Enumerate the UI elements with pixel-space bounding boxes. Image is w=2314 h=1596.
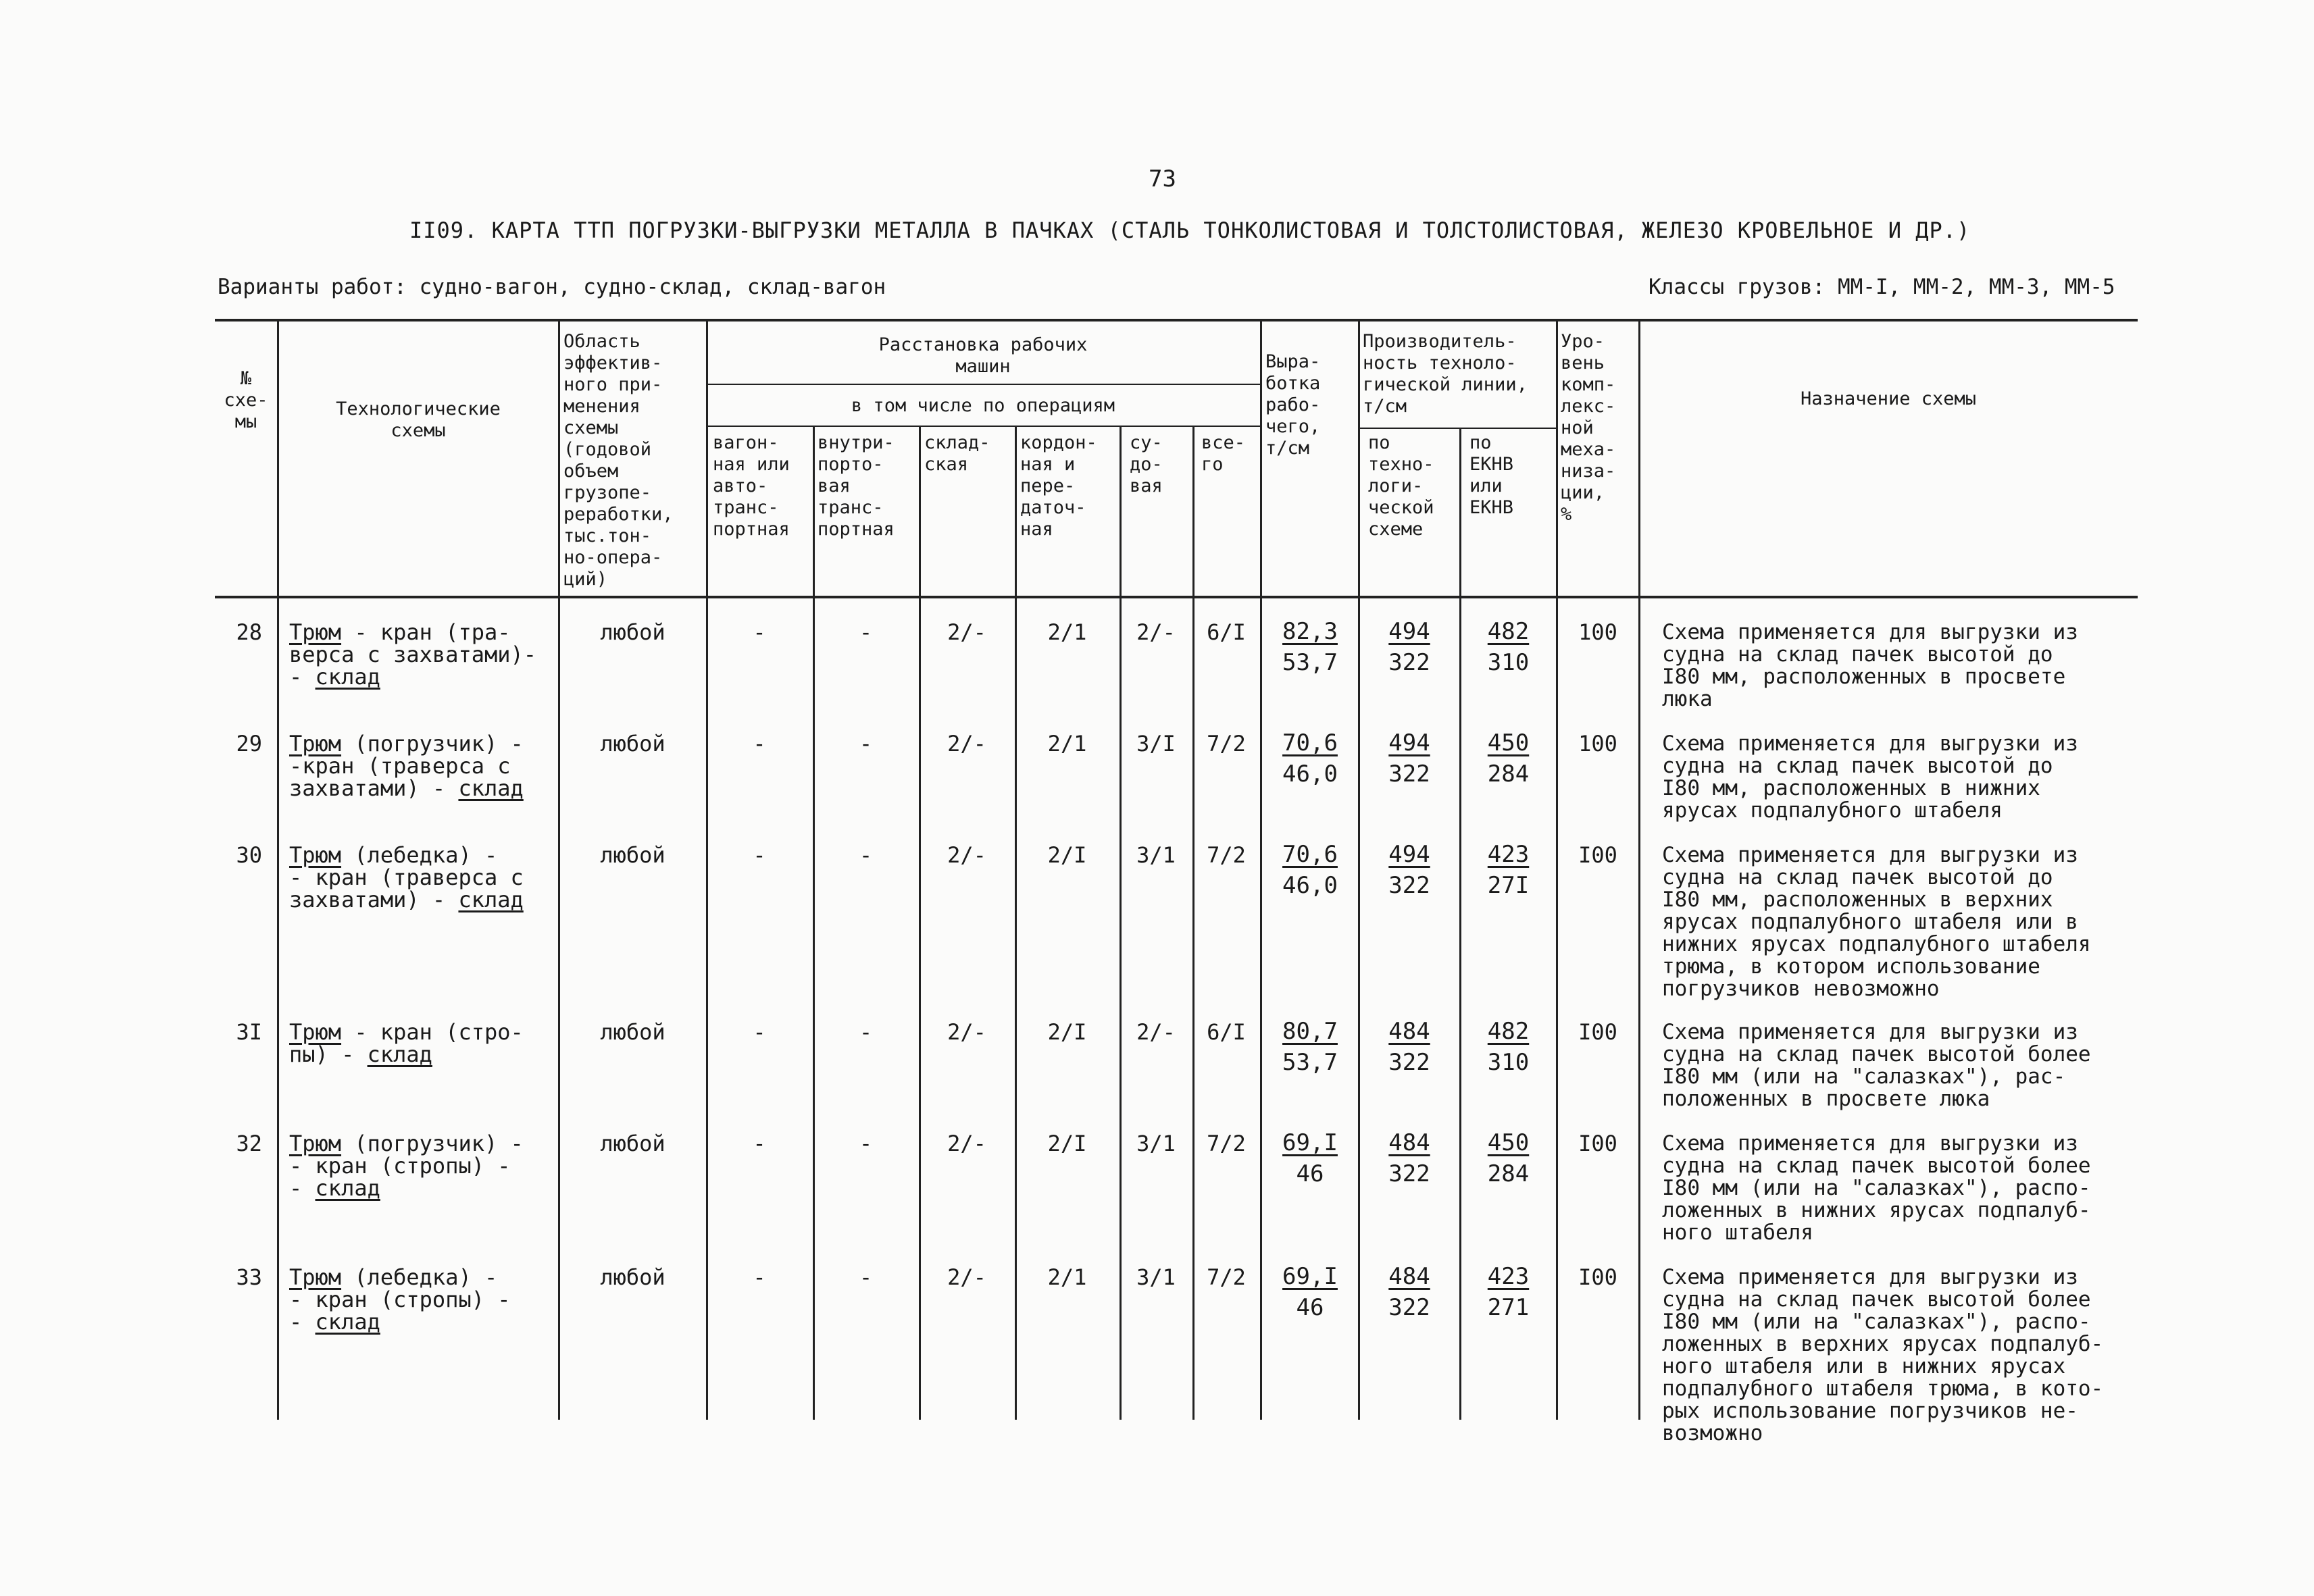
fraction-denominator: 322 <box>1388 1160 1430 1187</box>
header-mechanization-level: Уро- вень комп- лекс- ной меха- низа- ции, % <box>1561 331 1616 525</box>
row-application-area: любой <box>600 619 665 645</box>
row-prod-by-eknv <box>1461 616 1556 678</box>
row-warehouse-op: 2/- <box>947 1131 986 1156</box>
header-by-eknv: по ЕКНВ или ЕКНВ <box>1469 432 1514 518</box>
row-number: 30 <box>236 842 262 868</box>
header-application-area: Область эффектив- ного при- менения схемы (годовой объем грузопе- реработки, тыс.тон- но-опера- ций) <box>563 331 674 590</box>
header-scheme-number: № схе- мы <box>224 368 268 432</box>
fraction-numerator: 494 <box>1388 729 1430 756</box>
fraction-numerator: 484 <box>1388 1129 1430 1156</box>
row-scheme <box>289 621 556 688</box>
fraction-denominator: 271 <box>1487 1294 1530 1321</box>
row-number: 32 <box>236 1131 262 1156</box>
fraction-numerator: 69,I <box>1282 1129 1338 1156</box>
row-cordon-op: 2/I <box>1047 1131 1087 1156</box>
header-technological-schemes: Технологические схемы <box>336 398 501 441</box>
table-header-rule <box>215 596 2138 598</box>
row-wagon-op: - <box>753 1019 766 1045</box>
row-warehouse-op: 2/- <box>947 731 986 756</box>
scheme-line: - склад <box>289 1175 380 1201</box>
fraction-numerator: 450 <box>1487 1129 1530 1156</box>
row-warehouse-op: 2/- <box>947 619 986 645</box>
row-mechanization: 100 <box>1578 619 1617 645</box>
fraction-denominator: 46 <box>1296 1294 1324 1321</box>
placement-subrule <box>706 384 1260 385</box>
row-purpose: Схема применяется для выгрузки из судна на склад пачек высотой до I80 мм, расположенных в просвете люка <box>1662 620 2078 711</box>
scheme-line: Трюм (лебедка) - <box>289 842 498 868</box>
row-prod-by-scheme <box>1359 839 1459 901</box>
col-divider <box>277 319 279 1420</box>
row-wagon-op: - <box>753 731 766 756</box>
work-variants: Варианты работ: судно-вагон, судно-склад, склад-вагон <box>218 275 886 299</box>
scheme-line: - склад <box>289 1309 380 1335</box>
row-ship-op: 3/1 <box>1136 1264 1176 1290</box>
fraction-denominator: 322 <box>1388 872 1430 899</box>
row-prod-by-scheme <box>1359 727 1459 790</box>
row-total: 7/2 <box>1207 731 1246 756</box>
row-scheme <box>289 1021 556 1066</box>
row-application-area: любой <box>600 842 665 868</box>
fraction-numerator: 69,I <box>1282 1263 1338 1290</box>
row-ship-op: 3/I <box>1136 731 1176 756</box>
row-mechanization: I00 <box>1578 1131 1617 1156</box>
fraction-denominator: 322 <box>1388 649 1430 676</box>
row-worker-output <box>1262 1016 1358 1078</box>
header-cordon-op: кордон- ная и пере- даточ- ная <box>1020 432 1097 540</box>
row-mechanization: I00 <box>1578 1264 1617 1290</box>
page-number: 73 <box>1149 165 1176 192</box>
including-subrule <box>706 426 1260 427</box>
row-wagon-op: - <box>753 619 766 645</box>
row-purpose: Схема применяется для выгрузки из судна на склад пачек высотой до I80 мм, расположенных в верхних ярусах подпалубного штабеля или в нижних ярусах подпалубного штабеля трюма, в котором использование погрузчиков невозможно <box>1662 843 2091 1001</box>
fraction-denominator: 27I <box>1487 872 1530 899</box>
col-divider <box>558 319 560 1420</box>
row-cordon-op: 2/1 <box>1047 1264 1087 1290</box>
row-number: 29 <box>236 731 262 756</box>
fraction-denominator: 284 <box>1487 761 1530 788</box>
row-mechanization: I00 <box>1578 842 1617 868</box>
col-divider <box>1556 319 1558 1420</box>
row-cordon-op: 2/I <box>1047 842 1087 868</box>
row-wagon-op: - <box>753 842 766 868</box>
scheme-line: - кран (стропы) - <box>289 1287 511 1312</box>
header-wagon-op: вагон- ная или авто- транс- портная <box>713 432 790 540</box>
fraction-numerator: 484 <box>1388 1263 1430 1290</box>
header-line-productivity: Производитель- ность техноло- гической линии, т/см <box>1363 331 1528 417</box>
header-total: все- го <box>1201 432 1246 475</box>
row-internal-op: - <box>859 1264 873 1290</box>
row-prod-by-eknv <box>1461 1261 1556 1323</box>
row-prod-by-eknv <box>1461 1127 1556 1189</box>
page-title: II09. КАРТА ТТП ПОГРУЗКИ-ВЫГРУЗКИ МЕТАЛЛА В ПАЧКАХ (СТАЛЬ ТОНКОЛИСТОВАЯ И ТОЛСТОЛИСТОВАЯ, ЖЕЛЕЗО КРОВЕЛЬНОЕ И ДР.) <box>409 217 1971 243</box>
scheme-line: верса с захватами)- <box>289 642 537 667</box>
header-scheme-purpose: Назначение схемы <box>1800 388 1977 409</box>
row-worker-output <box>1262 839 1358 901</box>
header-worker-output: Выра- ботка рабо- чего, т/см <box>1265 351 1321 459</box>
fraction-denominator: 322 <box>1388 1294 1430 1321</box>
scheme-line: - кран (стропы) - <box>289 1153 511 1179</box>
row-ship-op: 2/- <box>1136 1019 1176 1045</box>
col-divider <box>706 319 708 1420</box>
row-scheme <box>289 1266 556 1333</box>
scheme-line: захватами) - склад <box>289 887 524 912</box>
fraction-denominator: 53,7 <box>1282 649 1338 676</box>
fraction-numerator: 423 <box>1487 841 1530 868</box>
row-number: 33 <box>236 1264 262 1290</box>
row-number: 3I <box>236 1019 262 1045</box>
row-total: 6/I <box>1207 1019 1246 1045</box>
row-total: 7/2 <box>1207 1264 1246 1290</box>
fraction-denominator: 310 <box>1487 649 1530 676</box>
row-internal-op: - <box>859 842 873 868</box>
row-mechanization: 100 <box>1578 731 1617 756</box>
scheme-line: Трюм (погрузчик) - <box>289 1131 524 1156</box>
scheme-line: захватами) - склад <box>289 775 524 801</box>
row-total: 7/2 <box>1207 842 1246 868</box>
header-including-operations: в том числе по операциям <box>851 395 1115 416</box>
scheme-line: Трюм (лебедка) - <box>289 1264 498 1290</box>
row-prod-by-eknv <box>1461 1016 1556 1078</box>
row-scheme <box>289 844 556 911</box>
fraction-numerator: 494 <box>1388 841 1430 868</box>
row-ship-op: 3/1 <box>1136 842 1176 868</box>
cargo-classes: Классы грузов: ММ-I, ММ-2, ММ-3, ММ-5 <box>1649 275 2115 299</box>
row-application-area: любой <box>600 1264 665 1290</box>
col-divider <box>1638 319 1640 1420</box>
fraction-numerator: 484 <box>1388 1018 1430 1045</box>
fraction-denominator: 53,7 <box>1282 1049 1338 1076</box>
row-total: 6/I <box>1207 619 1246 645</box>
row-prod-by-scheme <box>1359 1261 1459 1323</box>
row-purpose: Схема применяется для выгрузки из судна на склад пачек высотой более I80 мм (или на "салазках"), распо- ложенных в верхних ярусах подпалуб- ного штабеля или в нижних ярусах подпалубного штабеля трюма, в кото- рых использование погрузчиков не- возможно <box>1662 1265 2104 1445</box>
row-worker-output <box>1262 1261 1358 1323</box>
row-warehouse-op: 2/- <box>947 1019 986 1045</box>
fraction-numerator: 70,6 <box>1282 841 1338 868</box>
row-worker-output <box>1262 727 1358 790</box>
scheme-line: Трюм (погрузчик) - <box>289 731 524 756</box>
productivity-subrule <box>1359 428 1557 429</box>
row-purpose: Схема применяется для выгрузки из судна на склад пачек высотой более I80 мм (или на "салазках"), распо- ложенных в нижних ярусах подпалуб- ного штабеля <box>1662 1131 2091 1245</box>
row-warehouse-op: 2/- <box>947 842 986 868</box>
fraction-numerator: 423 <box>1487 1263 1530 1290</box>
fraction-numerator: 450 <box>1487 729 1530 756</box>
scheme-line: - склад <box>289 664 380 690</box>
row-worker-output <box>1262 616 1358 678</box>
fraction-numerator: 80,7 <box>1282 1018 1338 1045</box>
fraction-numerator: 482 <box>1487 1018 1530 1045</box>
row-prod-by-eknv <box>1461 839 1556 901</box>
scheme-line: пы) - склад <box>289 1041 432 1067</box>
row-total: 7/2 <box>1207 1131 1246 1156</box>
row-application-area: любой <box>600 1019 665 1045</box>
row-prod-by-scheme <box>1359 616 1459 678</box>
row-purpose: Схема применяется для выгрузки из судна на склад пачек высотой более I80 мм (или на "салазках"), рас- положенных в просвете люка <box>1662 1020 2091 1111</box>
fraction-numerator: 494 <box>1388 618 1430 645</box>
row-application-area: любой <box>600 1131 665 1156</box>
row-purpose: Схема применяется для выгрузки из судна на склад пачек высотой до I80 мм, расположенных в нижних ярусах подпалубного штабеля <box>1662 731 2078 823</box>
row-cordon-op: 2/1 <box>1047 731 1087 756</box>
fraction-denominator: 284 <box>1487 1160 1530 1187</box>
scheme-line: -кран (траверса с <box>289 753 511 779</box>
row-scheme <box>289 733 556 800</box>
fraction-denominator: 46,0 <box>1282 761 1338 788</box>
row-wagon-op: - <box>753 1131 766 1156</box>
header-machine-placement: Расстановка рабочих машин <box>878 334 1088 377</box>
row-worker-output <box>1262 1127 1358 1189</box>
header-warehouse-op: склад- ская <box>924 432 990 475</box>
row-internal-op: - <box>859 1131 873 1156</box>
fraction-numerator: 82,3 <box>1282 618 1338 645</box>
row-prod-by-eknv <box>1461 727 1556 790</box>
row-ship-op: 3/1 <box>1136 1131 1176 1156</box>
scheme-line: Трюм - кран (тра- <box>289 619 511 645</box>
row-application-area: любой <box>600 731 665 756</box>
row-ship-op: 2/- <box>1136 619 1176 645</box>
row-cordon-op: 2/I <box>1047 1019 1087 1045</box>
row-prod-by-scheme <box>1359 1016 1459 1078</box>
row-internal-op: - <box>859 731 873 756</box>
fraction-numerator: 482 <box>1487 618 1530 645</box>
fraction-denominator: 322 <box>1388 1049 1430 1076</box>
scheme-line: Трюм - кран (стро- <box>289 1019 524 1045</box>
row-internal-op: - <box>859 1019 873 1045</box>
row-internal-op: - <box>859 619 873 645</box>
row-cordon-op: 2/1 <box>1047 619 1087 645</box>
scheme-line: - кран (траверса с <box>289 865 524 890</box>
header-ship-op: су- до- вая <box>1130 432 1163 496</box>
fraction-denominator: 322 <box>1388 761 1430 788</box>
row-number: 28 <box>236 619 262 645</box>
table-top-rule <box>215 319 2138 321</box>
row-wagon-op: - <box>753 1264 766 1290</box>
fraction-denominator: 46,0 <box>1282 872 1338 899</box>
fraction-denominator: 310 <box>1487 1049 1530 1076</box>
row-mechanization: I00 <box>1578 1019 1617 1045</box>
fraction-numerator: 70,6 <box>1282 729 1338 756</box>
header-internal-op: внутри- порто- вая транс- портная <box>818 432 895 540</box>
row-prod-by-scheme <box>1359 1127 1459 1189</box>
fraction-denominator: 46 <box>1296 1160 1324 1187</box>
header-by-scheme: по техно- логи- ческой схеме <box>1368 432 1434 540</box>
row-scheme <box>289 1133 556 1200</box>
row-warehouse-op: 2/- <box>947 1264 986 1290</box>
